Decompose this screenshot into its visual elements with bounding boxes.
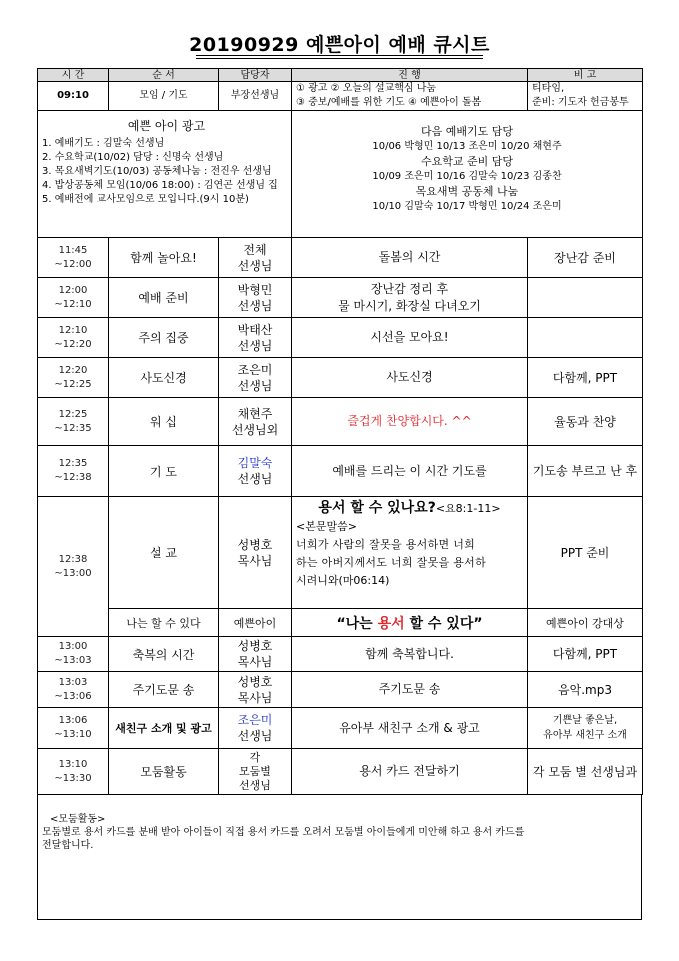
header-progress: 진 행 xyxy=(292,69,528,82)
roster-heading: 수요학교 준비 담당 xyxy=(420,155,513,168)
cell-progress: 용서 카드 전달하기 xyxy=(292,749,528,795)
cell-order: 사도신경 xyxy=(109,358,219,398)
person-line: 모둠별 xyxy=(239,764,271,778)
table-row xyxy=(38,278,643,318)
table-row xyxy=(38,672,643,708)
person-name: 성병호 xyxy=(237,537,273,552)
group-activity-box xyxy=(37,795,642,920)
time-end: ~12:10 xyxy=(54,298,92,310)
title-underline-2 xyxy=(196,58,483,59)
cell-note xyxy=(528,318,643,358)
announcement-item: 5. 예배전에 교사모임으로 모입니다.(9시 10분) xyxy=(42,194,249,205)
roster-line: 10/10 김말숙 10/17 박형민 10/24 조은미 xyxy=(372,201,562,212)
note-line: 티타임, xyxy=(532,83,565,94)
person-title: 목사님 xyxy=(237,655,273,669)
person-name: 조은미 xyxy=(237,713,273,727)
table-row-sermon xyxy=(38,497,643,609)
cell-progress: 사도신경 xyxy=(292,358,528,398)
scripture-line: 하는 아버지께서도 너희 잘못을 용서하 xyxy=(296,556,487,569)
sermon-reference: <요8:1-11> xyxy=(435,502,501,515)
cell-person xyxy=(219,672,292,708)
motto-highlight: 용서 xyxy=(377,615,405,632)
cell-time xyxy=(38,446,109,497)
time-start: 12:20 xyxy=(58,364,88,376)
duty-roster-panel xyxy=(292,111,643,238)
time-start: 13:00 xyxy=(58,641,88,652)
header-time: 시 간 xyxy=(38,69,109,82)
time-end: ~13:03 xyxy=(54,655,92,666)
progress-line: 장난감 정리 후 xyxy=(370,281,449,296)
scripture-line: 시려니와(마06:14) xyxy=(296,574,390,587)
cell-time xyxy=(38,318,109,358)
cell-note: 율동과 찬양 xyxy=(528,398,643,446)
cell-person xyxy=(219,446,292,497)
cell-time xyxy=(38,398,109,446)
progress-line: ③ 중보/예배를 위한 기도 ④ 예쁜아이 돌봄 xyxy=(296,97,482,108)
motto-text: “나는 xyxy=(336,615,378,632)
time-start: 13:03 xyxy=(58,676,88,688)
person-line: 선생님 xyxy=(239,778,271,792)
group-activity-label: <모둠활동> xyxy=(50,814,106,825)
header-row xyxy=(38,69,643,82)
cell-progress: 예배를 드리는 이 시간 기도를 xyxy=(292,446,528,497)
sermon-title xyxy=(296,499,523,518)
cell-order: 새친구 소개 및 광고 xyxy=(109,708,219,749)
person-title: 선생님 xyxy=(237,338,273,353)
table-row xyxy=(38,358,643,398)
header-person: 담당자 xyxy=(219,69,292,82)
group-activity-text: 모둠별로 용서 카드를 분배 받아 아이들이 직접 용서 카드를 오려서 모둠별 아이들에게 미안해 하고 용서 카드를 xyxy=(42,827,525,838)
announcement-item: 2. 수요학교(10/02) 담당 : 신명숙 선생님 xyxy=(42,152,224,163)
table-row xyxy=(38,82,643,111)
time-end: ~13:10 xyxy=(54,729,92,740)
cell-progress: 즐겁게 찬양합시다. ^^ xyxy=(292,398,528,446)
cell-time xyxy=(38,637,109,672)
cell-person: 부장선생님 xyxy=(219,82,292,111)
cell-progress: 시선을 모아요! xyxy=(292,318,528,358)
person-name: 전체 xyxy=(243,242,267,257)
cell-time xyxy=(38,497,109,637)
table-row xyxy=(38,398,643,446)
time-start: 13:10 xyxy=(58,758,88,770)
announcement-item: 3. 목요새벽기도(10/03) 공동체나눔 : 전진우 선생님 xyxy=(42,166,272,177)
cell-note: 다함께, PPT xyxy=(528,358,643,398)
page-title: 20190929 예쁜아이 예배 큐시트 xyxy=(189,34,490,56)
time-end: ~12:20 xyxy=(54,338,92,350)
cell-person: 예쁜아이 xyxy=(219,609,292,637)
header-order: 순 서 xyxy=(109,69,219,82)
time-start: 13:06 xyxy=(58,715,88,726)
time-start: 12:35 xyxy=(58,458,88,469)
cell-order: 모임 / 기도 xyxy=(109,82,219,111)
cell-time xyxy=(38,358,109,398)
cell-note: 장난감 준비 xyxy=(528,238,643,278)
cell-person xyxy=(219,318,292,358)
group-activity-text: 전달합니다. xyxy=(42,840,94,851)
time-end: ~13:06 xyxy=(54,690,92,702)
cell-note: 다함께, PPT xyxy=(528,637,643,672)
table-row-sermon-sub xyxy=(38,609,643,637)
cell-note: PPT 준비 xyxy=(528,497,643,609)
cell-progress: 유아부 새친구 소개 & 광고 xyxy=(292,708,528,749)
cell-person xyxy=(219,278,292,318)
header-note: 비 고 xyxy=(528,69,643,82)
time-start: 11:45 xyxy=(58,244,88,256)
cue-table xyxy=(37,68,643,795)
cell-person xyxy=(219,398,292,446)
cell-progress xyxy=(292,278,528,318)
cell-note xyxy=(528,82,643,111)
sermon-title-main: 용서 할 수 있나요? xyxy=(318,500,436,516)
table-row xyxy=(38,238,643,278)
time-end: ~12:35 xyxy=(54,422,92,434)
scripture-line: 너희가 사람의 잘못을 용서하면 너희 xyxy=(296,538,476,551)
roster-line: 10/06 박형민 10/13 조은미 10/20 채현주 xyxy=(372,141,562,152)
cell-progress: 돌봄의 시간 xyxy=(292,238,528,278)
cell-person xyxy=(219,749,292,795)
cell-order: 예배 준비 xyxy=(109,278,219,318)
cell-time xyxy=(38,708,109,749)
cell-person xyxy=(219,637,292,672)
cell-progress xyxy=(292,609,528,637)
person-name: 성병호 xyxy=(237,674,273,689)
cell-note: 예쁜아이 강대상 xyxy=(528,609,643,637)
person-title: 목사님 xyxy=(237,553,273,568)
note-line: 유아부 새친구 소개 xyxy=(543,730,627,741)
cell-order: 주기도문 송 xyxy=(109,672,219,708)
person-name: 조은미 xyxy=(237,362,273,377)
announcements-row xyxy=(38,111,643,238)
person-name: 박형민 xyxy=(237,282,273,297)
cell-note xyxy=(528,278,643,318)
table-row xyxy=(38,637,643,672)
person-name: 박태산 xyxy=(237,322,273,337)
cell-order: 설 교 xyxy=(109,497,219,609)
time-end: ~12:25 xyxy=(54,378,92,390)
time-start: 12:00 xyxy=(58,284,88,296)
note-line: 준비: 기도자 헌금봉투 xyxy=(532,97,629,108)
cell-order: 축복의 시간 xyxy=(109,637,219,672)
announcement-item: 1. 예배기도 : 김말숙 선생님 xyxy=(42,138,165,149)
cell-order: 기 도 xyxy=(109,446,219,497)
time-end: ~13:00 xyxy=(54,567,92,579)
time-start: 12:25 xyxy=(58,408,88,420)
time-start: 12:10 xyxy=(58,324,88,336)
cue-sheet xyxy=(37,68,642,920)
cell-progress xyxy=(292,82,528,111)
cell-time xyxy=(38,672,109,708)
announcements-panel xyxy=(38,111,292,238)
roster-heading: 다음 예배기도 담당 xyxy=(420,125,513,138)
table-row xyxy=(38,708,643,749)
person-title: 선생님 xyxy=(237,298,273,313)
table-row xyxy=(38,318,643,358)
motto-text: 할 수 있다” xyxy=(404,615,483,632)
person-title: 선생님외 xyxy=(231,422,279,437)
cell-note xyxy=(528,708,643,749)
table-row xyxy=(38,446,643,497)
cell-note: 음악.mp3 xyxy=(528,672,643,708)
person-line: 각 xyxy=(249,750,261,764)
person-name: 채현주 xyxy=(237,406,273,421)
progress-line: ① 광고 ② 오늘의 설교핵심 나눔 xyxy=(296,83,437,94)
table-row xyxy=(38,749,643,795)
time-end: ~12:00 xyxy=(54,258,92,270)
cell-order: 주의 집중 xyxy=(109,318,219,358)
time-start: 12:38 xyxy=(58,553,88,565)
announcement-item: 4. 밥상공동체 모임(10/06 18:00) : 김연곤 선생님 집 xyxy=(42,180,278,191)
roster-line: 10/09 조은미 10/16 김말숙 10/23 김종찬 xyxy=(372,171,562,182)
roster-heading: 목요새벽 공동체 나눔 xyxy=(415,185,519,198)
person-title: 선생님 xyxy=(237,378,273,393)
cell-order: 함께 놀아요! xyxy=(109,238,219,278)
title-underline-1 xyxy=(196,55,483,56)
cell-time xyxy=(38,238,109,278)
person-title: 선생님 xyxy=(237,472,273,486)
cell-note: 각 모둠 별 선생님과 xyxy=(528,749,643,795)
person-title: 선생님 xyxy=(237,258,273,273)
progress-line: 물 마시기, 화장실 다녀오기 xyxy=(338,298,481,313)
cell-time: 09:10 xyxy=(38,82,109,111)
cell-note: 기도송 부르고 난 후 xyxy=(528,446,643,497)
cell-order: 모둠활동 xyxy=(109,749,219,795)
cell-person xyxy=(219,708,292,749)
cell-order: 나는 할 수 있다 xyxy=(109,609,219,637)
person-name: 김말숙 xyxy=(237,456,273,470)
cell-progress xyxy=(292,497,528,609)
time-end: ~13:30 xyxy=(54,772,92,784)
person-title: 목사님 xyxy=(237,690,273,705)
time-end: ~12:38 xyxy=(54,472,92,483)
cell-order: 워 십 xyxy=(109,398,219,446)
cell-time xyxy=(38,278,109,318)
cell-progress: 함께 축복합니다. xyxy=(292,637,528,672)
announcements-heading: 예쁜 아이 광고 xyxy=(127,119,206,133)
cell-time xyxy=(38,749,109,795)
note-line: 기쁜날 좋은날, xyxy=(552,715,618,726)
cell-progress: 주기도문 송 xyxy=(292,672,528,708)
person-name: 성병호 xyxy=(237,639,273,653)
cell-person xyxy=(219,497,292,609)
scripture-label: <본문말씀> xyxy=(296,520,357,533)
cell-person xyxy=(219,238,292,278)
person-title: 선생님 xyxy=(237,729,273,743)
cell-person xyxy=(219,358,292,398)
